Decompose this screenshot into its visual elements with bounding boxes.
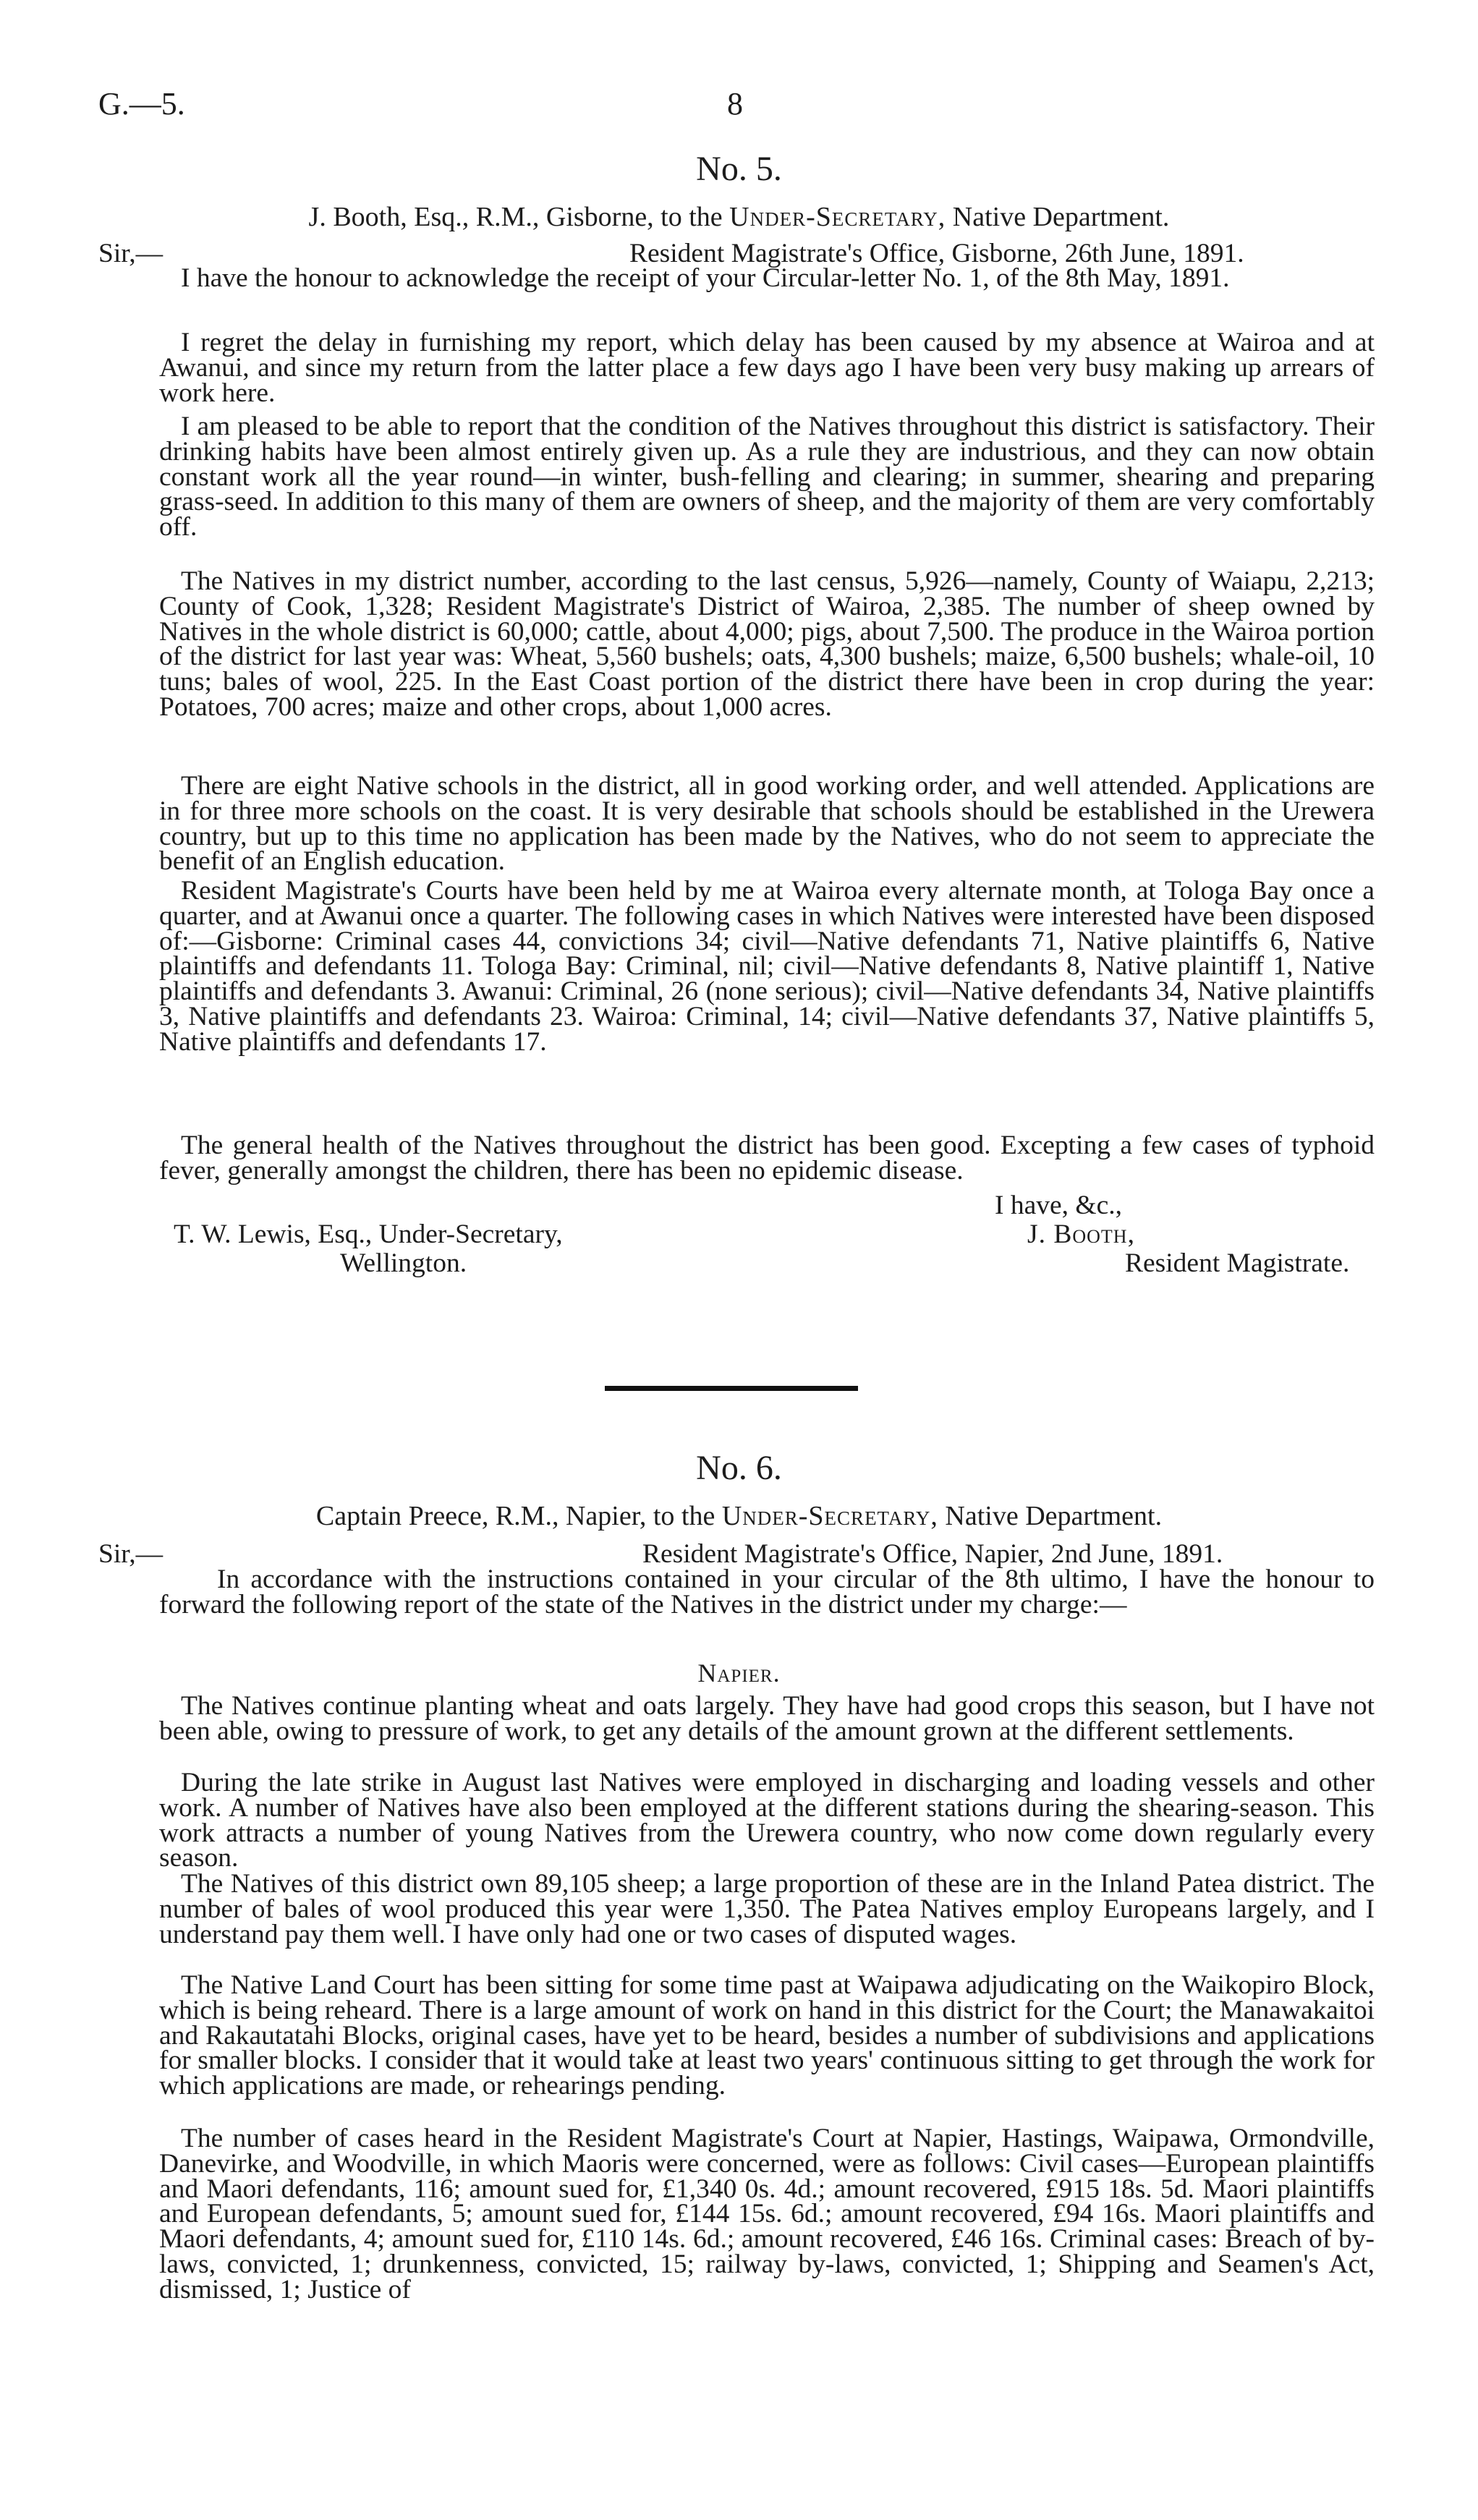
section-5-title: No. 5.: [696, 150, 782, 188]
paragraph: I am pleased to be able to report that the condition of the Natives throughout this district is satisfactory. Their drinking habits have been almost entirely given up. As a rule they are industrious, and they can now obtain constant work all the year round—in winter, bush-felling and clearing; in summer, shearing and preparing grass-seed. In addition to this many of them are owners of sheep, and the majority of them are very comfortably off.: [159, 412, 1375, 542]
address-from: J. Booth, Esq., R.M., Gisborne, to the: [308, 202, 723, 232]
address-from: Captain Preece, R.M., Napier, to the: [315, 1501, 715, 1531]
salutation: Sir,—: [98, 239, 163, 268]
addressee-location: Wellington.: [340, 1248, 467, 1278]
signature-title: Resident Magistrate.: [1125, 1248, 1350, 1278]
paragraph: I regret the delay in furnishing my report, which delay has been caused by my absence at Wairoa and at Awanui, and since my return from the latter place a few days ago I have been very busy making up arrears of work here.: [159, 328, 1375, 408]
paragraph: In accordance with the instructions contained in your circular of the 8th ultimo, I have the honour to forward the following report of the state of the Natives in the district under my charge:—: [159, 1565, 1375, 1619]
section-5-address: [0, 201, 1478, 233]
paragraph: The general health of the Natives throughout the district has been good. Excepting a few cases of typhoid fever, generally amongst the children, there has been no epidemic disease.: [159, 1131, 1375, 1185]
dateline: Resident Magistrate's Office, Gisborne, 26th June, 1891.: [629, 239, 1244, 268]
address-department: Native Department.: [952, 202, 1170, 232]
paragraph: Resident Magistrate's Courts have been held by me at Wairoa every alternate month, at Tologa Bay once a quarter, and at Awanui once a quarter. The following cases in which Natives were interested have been disposed of:—Gisborne: Criminal cases 44, convictions 34; civil—Native defendants 71, Native plaintiffs 6, Native plaintiffs and defendants 11. Tologa Bay: Criminal, nil; civil—Native defendants 8, Native plaintiff 1, Native plaintiffs and defendants 3. Awanui: Criminal, 26 (none serious); civil—Native defendants 34, Native plaintiffs 3, Native plaintiffs and defendants 23. Wairoa: Criminal, 14; civil—Native defendants 37, Native plaintiffs 5, Native plaintiffs and defendants 17.: [159, 876, 1375, 1057]
subheading: Napier.: [697, 1659, 781, 1687]
closing: I have, &c.,: [995, 1191, 1122, 1220]
paragraph: The number of cases heard in the Resident Magistrate's Court at Napier, Hastings, Waipawa, Ormondville, Danevirke, and Woodville, in which Maoris were concerned, were as follows: Civil cases—European plaintiffs and Maori defendants, 116; amount sued for, £1,340 0s. 4d.; amount recovered, £915 18s. 5d. Maori plaintiffs and European defendants, 5; amount sued for, £144 15s. 6d.; amount recovered, £94 16s. Maori plaintiffs and Maori defendants, 4; amount sued for, £110 14s. 6d.; amount recovered, £46 16s. Criminal cases: Breach of by-laws, convicted, 1; drunkenness, convicted, 15; railway by-laws, convicted, 1; Shipping and Seamen's Act, dismissed, 1; Justice of: [159, 2124, 1375, 2304]
salutation: Sir,—: [98, 1539, 163, 1569]
paragraph: The Natives of this district own 89,105 sheep; a large proportion of these are in the Inland Patea district. The number of bales of wool produced this year were 1,350. The Patea Natives employ Europeans largely, and I understand pay them well. I have only had one or two cases of disputed wages.: [159, 1869, 1375, 1949]
address-to: Under-Secretary,: [729, 202, 946, 232]
paragraph: There are eight Native schools in the district, all in good working order, and well attended. Applications are in for three more schools on the coast. It is very desirable that schools should be established in the Urewera country, but up to this time no application has been made by the Natives, who do not seem to appreciate the benefit of an English education.: [159, 771, 1375, 877]
addressee-name: T. W. Lewis, Esq., Under-Secretary,: [174, 1219, 563, 1249]
paragraph: The Native Land Court has been sitting for some time past at Waipawa adjudicating on the Waikopiro Block, which is being reheard. There is a large amount of work on hand in this district for the Court; the Manawakaitoi and Rakautatahi Blocks, original cases, have yet to be heard, besides a number of subdivisions and applications for smaller blocks. I consider that it would take at least two years' continuous sitting to get through the work for which applications are made, or rehearings pending.: [159, 1970, 1375, 2101]
section-6-address: [0, 1500, 1478, 1532]
section-divider: [605, 1386, 858, 1391]
address-to: Under-Secretary,: [721, 1501, 938, 1531]
page-number: 8: [727, 86, 743, 122]
paragraph: The Natives continue planting wheat and oats largely. They have had good crops this season, but I have not been able, owing to pressure of work, to get any details of the amount grown at the different settlements.: [159, 1691, 1375, 1746]
address-department: Native Department.: [945, 1501, 1163, 1531]
paragraph: I have the honour to acknowledge the receipt of your Circular-letter No. 1, of the 8th May, 1891.: [181, 263, 1230, 293]
dateline: Resident Magistrate's Office, Napier, 2nd June, 1891.: [642, 1539, 1223, 1569]
paragraph: The Natives in my district number, according to the last census, 5,926—namely, County of Waiapu, 2,213; County of Cook, 1,328; Resident Magistrate's District of Wairoa, 2,385. The number of sheep owned by Natives in the whole district is 60,000; cattle, about 4,000; pigs, about 7,500. The produce in the Wairoa portion of the district for last year was: Wheat, 5,560 bushels; oats, 4,300 bushels; maize, 6,500 bushels; whale-oil, 10 tuns; bales of wool, 225. In the East Coast portion of the district there have been in crop during the year: Potatoes, 700 acres; maize and other crops, about 1,000 acres.: [159, 566, 1375, 722]
signature-name: J. Booth,: [1027, 1219, 1135, 1249]
document-reference: G.—5.: [98, 86, 185, 122]
paragraph: During the late strike in August last Natives were employed in discharging and loading vessels and other work. A number of Natives have also been employed at the different stations during the shearing-season. This work attracts a number of young Natives from the Urewera country, who now come down regularly every season.: [159, 1768, 1375, 1873]
section-6-title: No. 6.: [696, 1449, 782, 1487]
